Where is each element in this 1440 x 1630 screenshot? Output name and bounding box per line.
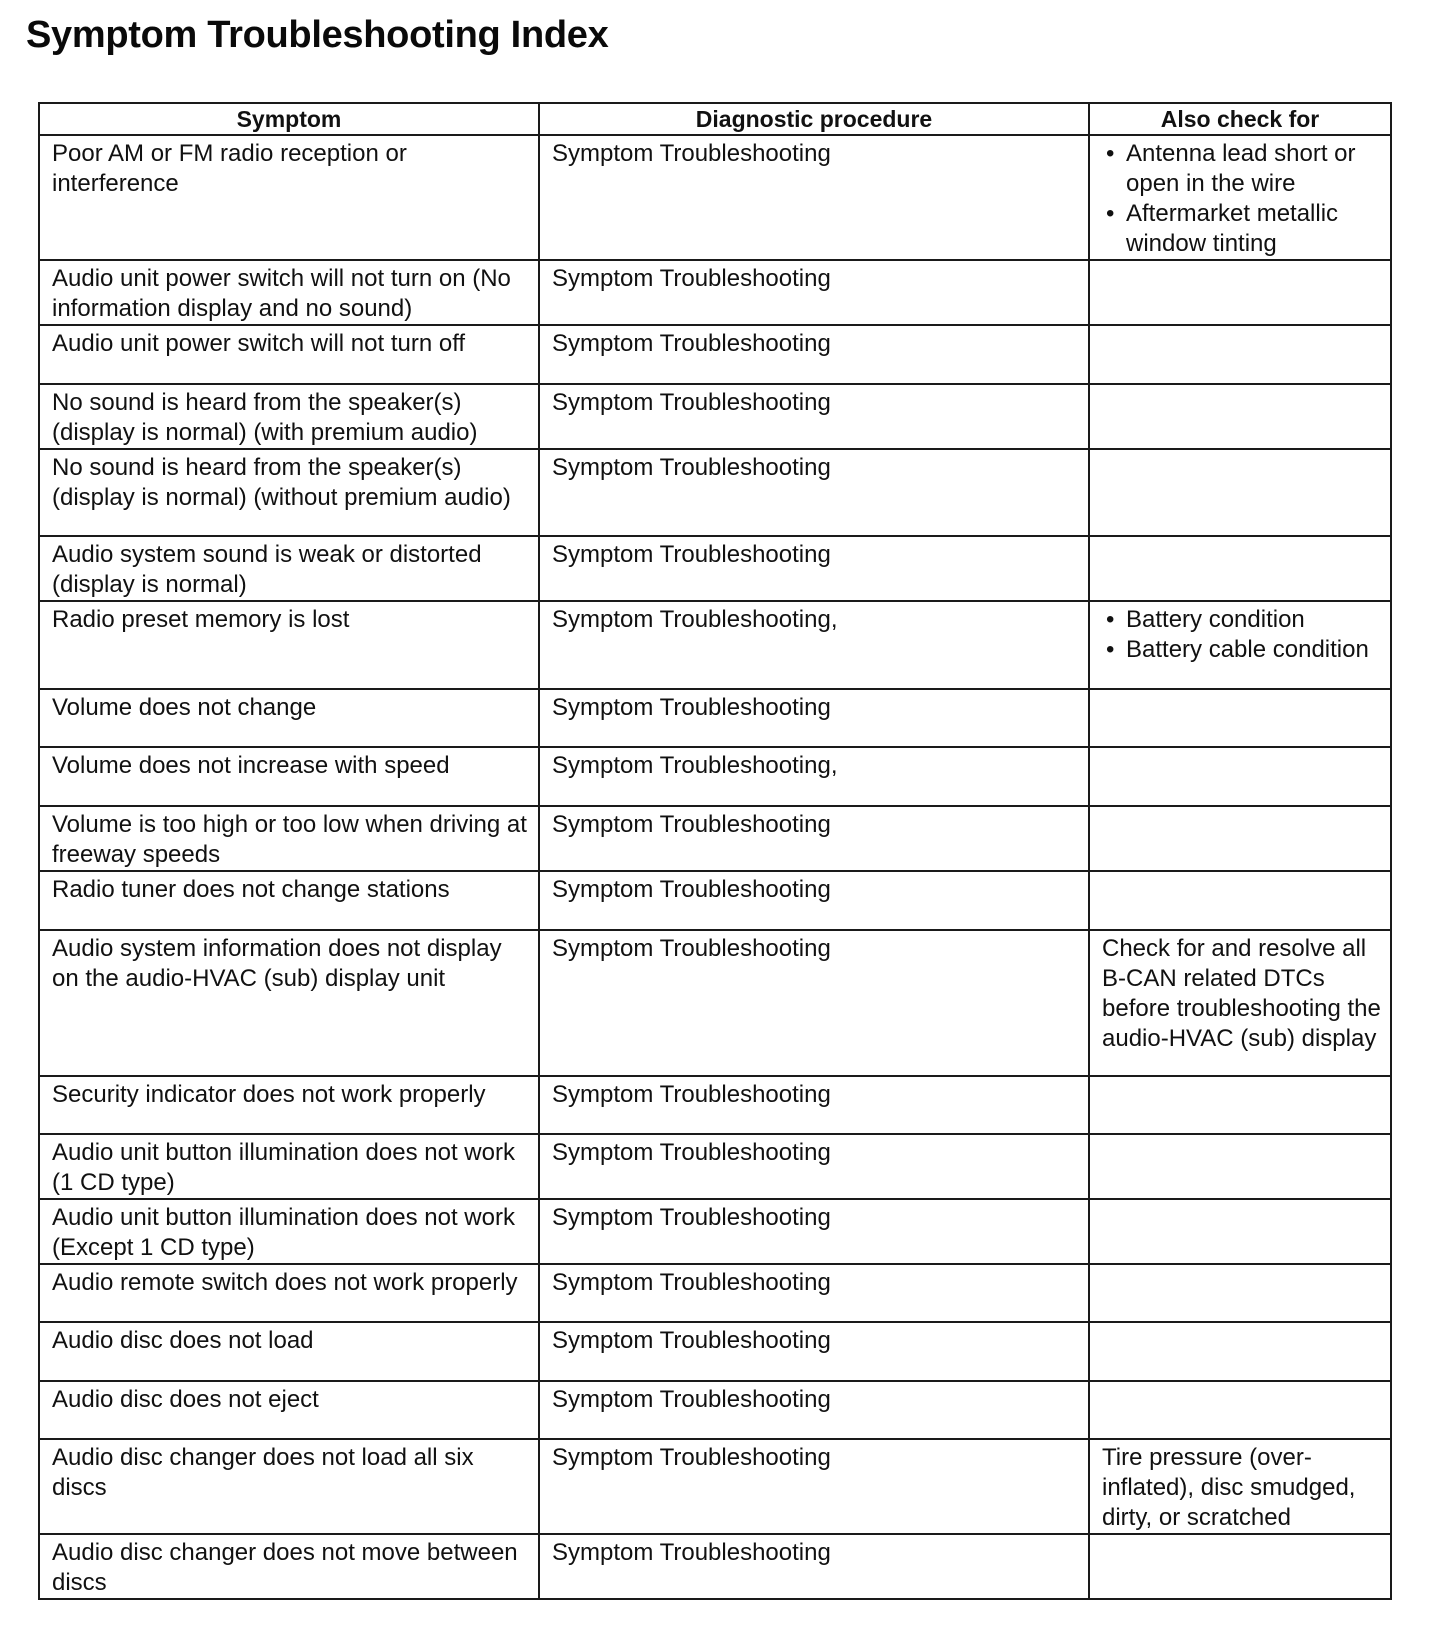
symptom-cell: Audio remote switch does not work properly xyxy=(39,1264,539,1322)
symptom-index-table xyxy=(38,102,1392,1600)
also-check-cell xyxy=(1089,601,1391,689)
table-row xyxy=(39,1381,1391,1439)
symptom-cell: Volume is too high or too low when driving at freeway speeds xyxy=(39,806,539,871)
also-check-list xyxy=(1102,139,1386,259)
table-row xyxy=(39,536,1391,601)
also-check-cell xyxy=(1089,1381,1391,1439)
also-check-cell xyxy=(1089,325,1391,384)
also-check-cell xyxy=(1089,1134,1391,1199)
symptom-cell: Radio tuner does not change stations xyxy=(39,871,539,930)
table-row xyxy=(39,325,1391,384)
also-check-cell xyxy=(1089,1534,1391,1599)
also-check-cell xyxy=(1089,1199,1391,1264)
symptom-cell: Audio disc does not eject xyxy=(39,1381,539,1439)
table-row xyxy=(39,1134,1391,1199)
procedure-link[interactable]: Symptom Troubleshooting xyxy=(539,260,1089,325)
symptom-cell: Security indicator does not work properly xyxy=(39,1076,539,1134)
also-check-cell xyxy=(1089,536,1391,601)
table-row xyxy=(39,1076,1391,1134)
table-row xyxy=(39,135,1391,260)
symptom-cell: No sound is heard from the speaker(s) (display is normal) (with premium audio) xyxy=(39,384,539,449)
also-check-item: • Antenna lead short or open in the wire xyxy=(1102,139,1386,199)
procedure-link[interactable]: Symptom Troubleshooting xyxy=(539,1134,1089,1199)
table-row xyxy=(39,930,1391,1076)
procedure-link[interactable]: Symptom Troubleshooting xyxy=(539,536,1089,601)
also-check-cell xyxy=(1089,930,1391,1076)
symptom-cell: Audio system sound is weak or distorted (display is normal) xyxy=(39,536,539,601)
procedure-link[interactable]: Symptom Troubleshooting xyxy=(539,1381,1089,1439)
header-row xyxy=(39,103,1391,135)
also-check-item: • Battery cable condition xyxy=(1102,635,1386,665)
symptom-cell: Audio unit button illumination does not work (1 CD type) xyxy=(39,1134,539,1199)
also-check-cell xyxy=(1089,1439,1391,1534)
symptom-cell: Audio disc does not load xyxy=(39,1322,539,1381)
symptom-cell: Volume does not increase with speed xyxy=(39,747,539,806)
also-check-text: Tire pressure (over-inflated), disc smudged, dirty, or scratched xyxy=(1102,1444,1356,1531)
also-check-cell xyxy=(1089,747,1391,806)
header-diagnostic-procedure: Diagnostic procedure xyxy=(539,103,1089,135)
symptom-cell: Audio unit button illumination does not work (Except 1 CD type) xyxy=(39,1199,539,1264)
table-row xyxy=(39,871,1391,930)
also-check-item: • Aftermarket metallic window tinting xyxy=(1102,199,1386,259)
symptom-cell: No sound is heard from the speaker(s) (display is normal) (without premium audio) xyxy=(39,449,539,536)
table-row xyxy=(39,689,1391,747)
procedure-link[interactable]: Symptom Troubleshooting xyxy=(539,1322,1089,1381)
also-check-cell xyxy=(1089,1076,1391,1134)
table-row xyxy=(39,384,1391,449)
procedure-link[interactable]: Symptom Troubleshooting xyxy=(539,1439,1089,1534)
also-check-cell xyxy=(1089,384,1391,449)
also-check-cell xyxy=(1089,871,1391,930)
symptom-cell: Audio system information does not display on the audio-HVAC (sub) display unit xyxy=(39,930,539,1076)
also-check-item: • Battery condition xyxy=(1102,605,1386,635)
table-row xyxy=(39,449,1391,536)
procedure-link[interactable]: Symptom Troubleshooting xyxy=(539,1534,1089,1599)
symptom-cell: Poor AM or FM radio reception or interference xyxy=(39,135,539,260)
procedure-link[interactable]: Symptom Troubleshooting xyxy=(539,384,1089,449)
symptom-cell: Radio preset memory is lost xyxy=(39,601,539,689)
table-row xyxy=(39,601,1391,689)
procedure-link[interactable]: Symptom Troubleshooting xyxy=(539,806,1089,871)
symptom-cell: Audio disc changer does not load all six discs xyxy=(39,1439,539,1534)
table-row xyxy=(39,1322,1391,1381)
procedure-link[interactable]: Symptom Troubleshooting xyxy=(539,1264,1089,1322)
also-check-list xyxy=(1102,605,1386,665)
procedure-link[interactable]: Symptom Troubleshooting xyxy=(539,1199,1089,1264)
symptom-cell: Audio unit power switch will not turn off xyxy=(39,325,539,384)
procedure-link[interactable]: Symptom Troubleshooting, xyxy=(539,747,1089,806)
symptom-cell: Audio disc changer does not move between discs xyxy=(39,1534,539,1599)
also-check-cell xyxy=(1089,806,1391,871)
header-also-check-for: Also check for xyxy=(1089,103,1391,135)
table-row xyxy=(39,1199,1391,1264)
procedure-link[interactable]: Symptom Troubleshooting xyxy=(539,325,1089,384)
table-row xyxy=(39,1534,1391,1599)
also-check-cell xyxy=(1089,449,1391,536)
table-row xyxy=(39,1439,1391,1534)
also-check-cell xyxy=(1089,689,1391,747)
procedure-link[interactable]: Symptom Troubleshooting xyxy=(539,871,1089,930)
table-body xyxy=(39,135,1391,1599)
header-symptom: Symptom xyxy=(39,103,539,135)
symptom-cell: Audio unit power switch will not turn on (No information display and no sound) xyxy=(39,260,539,325)
procedure-link[interactable]: Symptom Troubleshooting, xyxy=(539,601,1089,689)
table-row xyxy=(39,747,1391,806)
page-title: Symptom Troubleshooting Index xyxy=(26,14,609,56)
also-check-cell xyxy=(1089,135,1391,260)
also-check-cell xyxy=(1089,260,1391,325)
also-check-cell xyxy=(1089,1264,1391,1322)
procedure-link[interactable]: Symptom Troubleshooting xyxy=(539,1076,1089,1134)
also-check-text: Check for and resolve all B-CAN related DTCs before troubleshooting the audio-HVAC (sub) display xyxy=(1102,935,1381,1052)
table-row xyxy=(39,1264,1391,1322)
procedure-link[interactable]: Symptom Troubleshooting xyxy=(539,135,1089,260)
procedure-link[interactable]: Symptom Troubleshooting xyxy=(539,689,1089,747)
also-check-cell xyxy=(1089,1322,1391,1381)
table-row xyxy=(39,260,1391,325)
table-row xyxy=(39,806,1391,871)
procedure-link[interactable]: Symptom Troubleshooting xyxy=(539,930,1089,1076)
procedure-link[interactable]: Symptom Troubleshooting xyxy=(539,449,1089,536)
symptom-cell: Volume does not change xyxy=(39,689,539,747)
